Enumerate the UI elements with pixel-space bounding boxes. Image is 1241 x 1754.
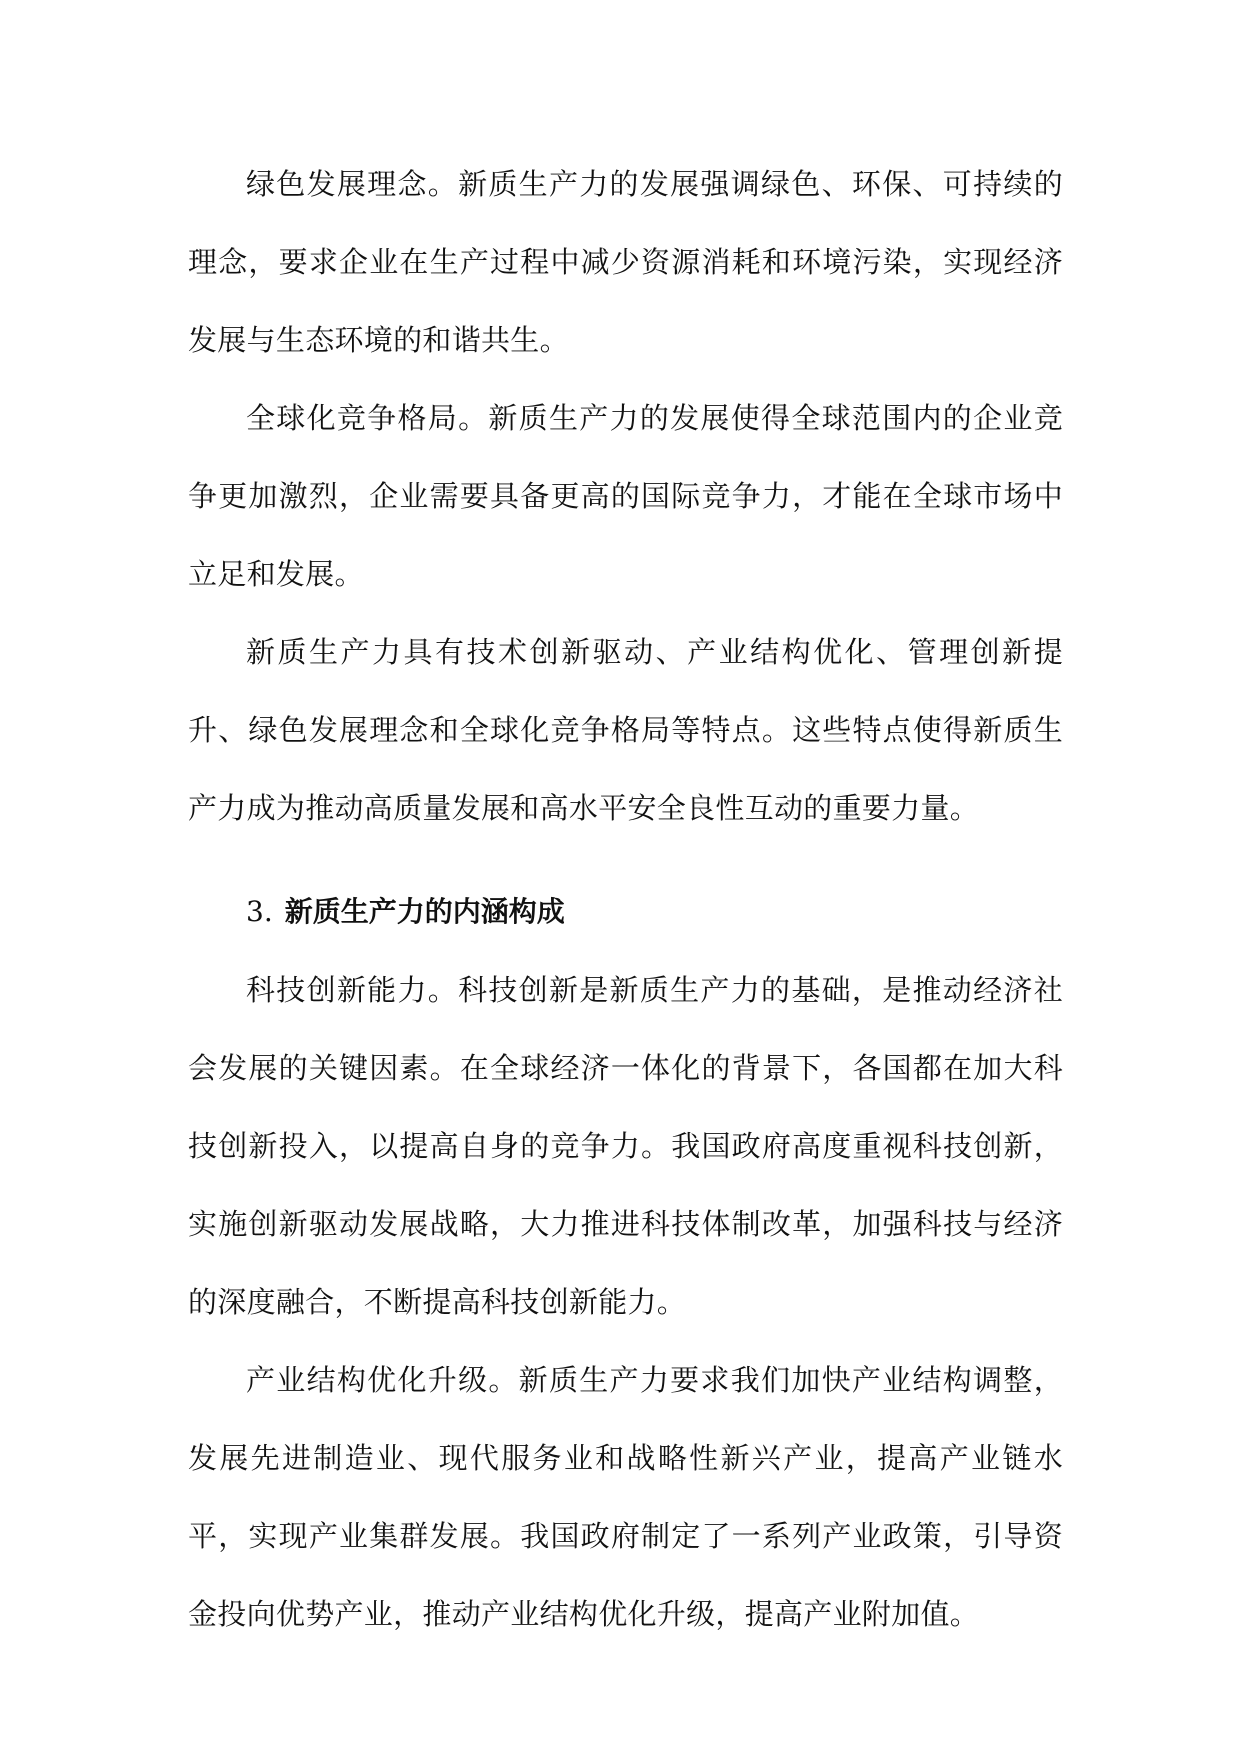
paragraph-industrial-upgrade: 产业结构优化升级。新质生产力要求我们加快产业结构调整，发展先进制造业、现代服务业和战略性新兴产业，提高产业链水平，实现产业集群发展。我国政府制定了一系列产业政策，引导资金投向优势产业，推动产业结构优化升级，提高产业附加值。: [188, 1363, 1063, 1631]
document-body: [188, 145, 1063, 1653]
paragraph-green-development: 绿色发展理念。新质生产力的发展强调绿色、环保、可持续的理念，要求企业在生产过程中减少资源消耗和环境污染，实现经济发展与生态环境的和谐共生。: [188, 167, 1063, 357]
section-title: 新质生产力的内涵构成: [284, 895, 565, 928]
section-number: 3.: [246, 895, 273, 928]
section-heading: [188, 873, 1063, 951]
paragraph-summary: 新质生产力具有技术创新驱动、产业结构优化、管理创新提升、绿色发展理念和全球化竞争格局等特点。这些特点使得新质生产力成为推动高质量发展和高水平安全良性互动的重要力量。: [188, 635, 1063, 825]
paragraph-tech-innovation: 科技创新能力。科技创新是新质生产力的基础，是推动经济社会发展的关键因素。在全球经济一体化的背景下，各国都在加大科技创新投入，以提高自身的竞争力。我国政府高度重视科技创新，实施创新驱动发展战略，大力推进科技体制改革，加强科技与经济的深度融合，不断提高科技创新能力。: [188, 973, 1063, 1319]
paragraph-global-competition: 全球化竞争格局。新质生产力的发展使得全球范围内的企业竞争更加激烈，企业需要具备更高的国际竞争力，才能在全球市场中立足和发展。: [188, 401, 1063, 591]
